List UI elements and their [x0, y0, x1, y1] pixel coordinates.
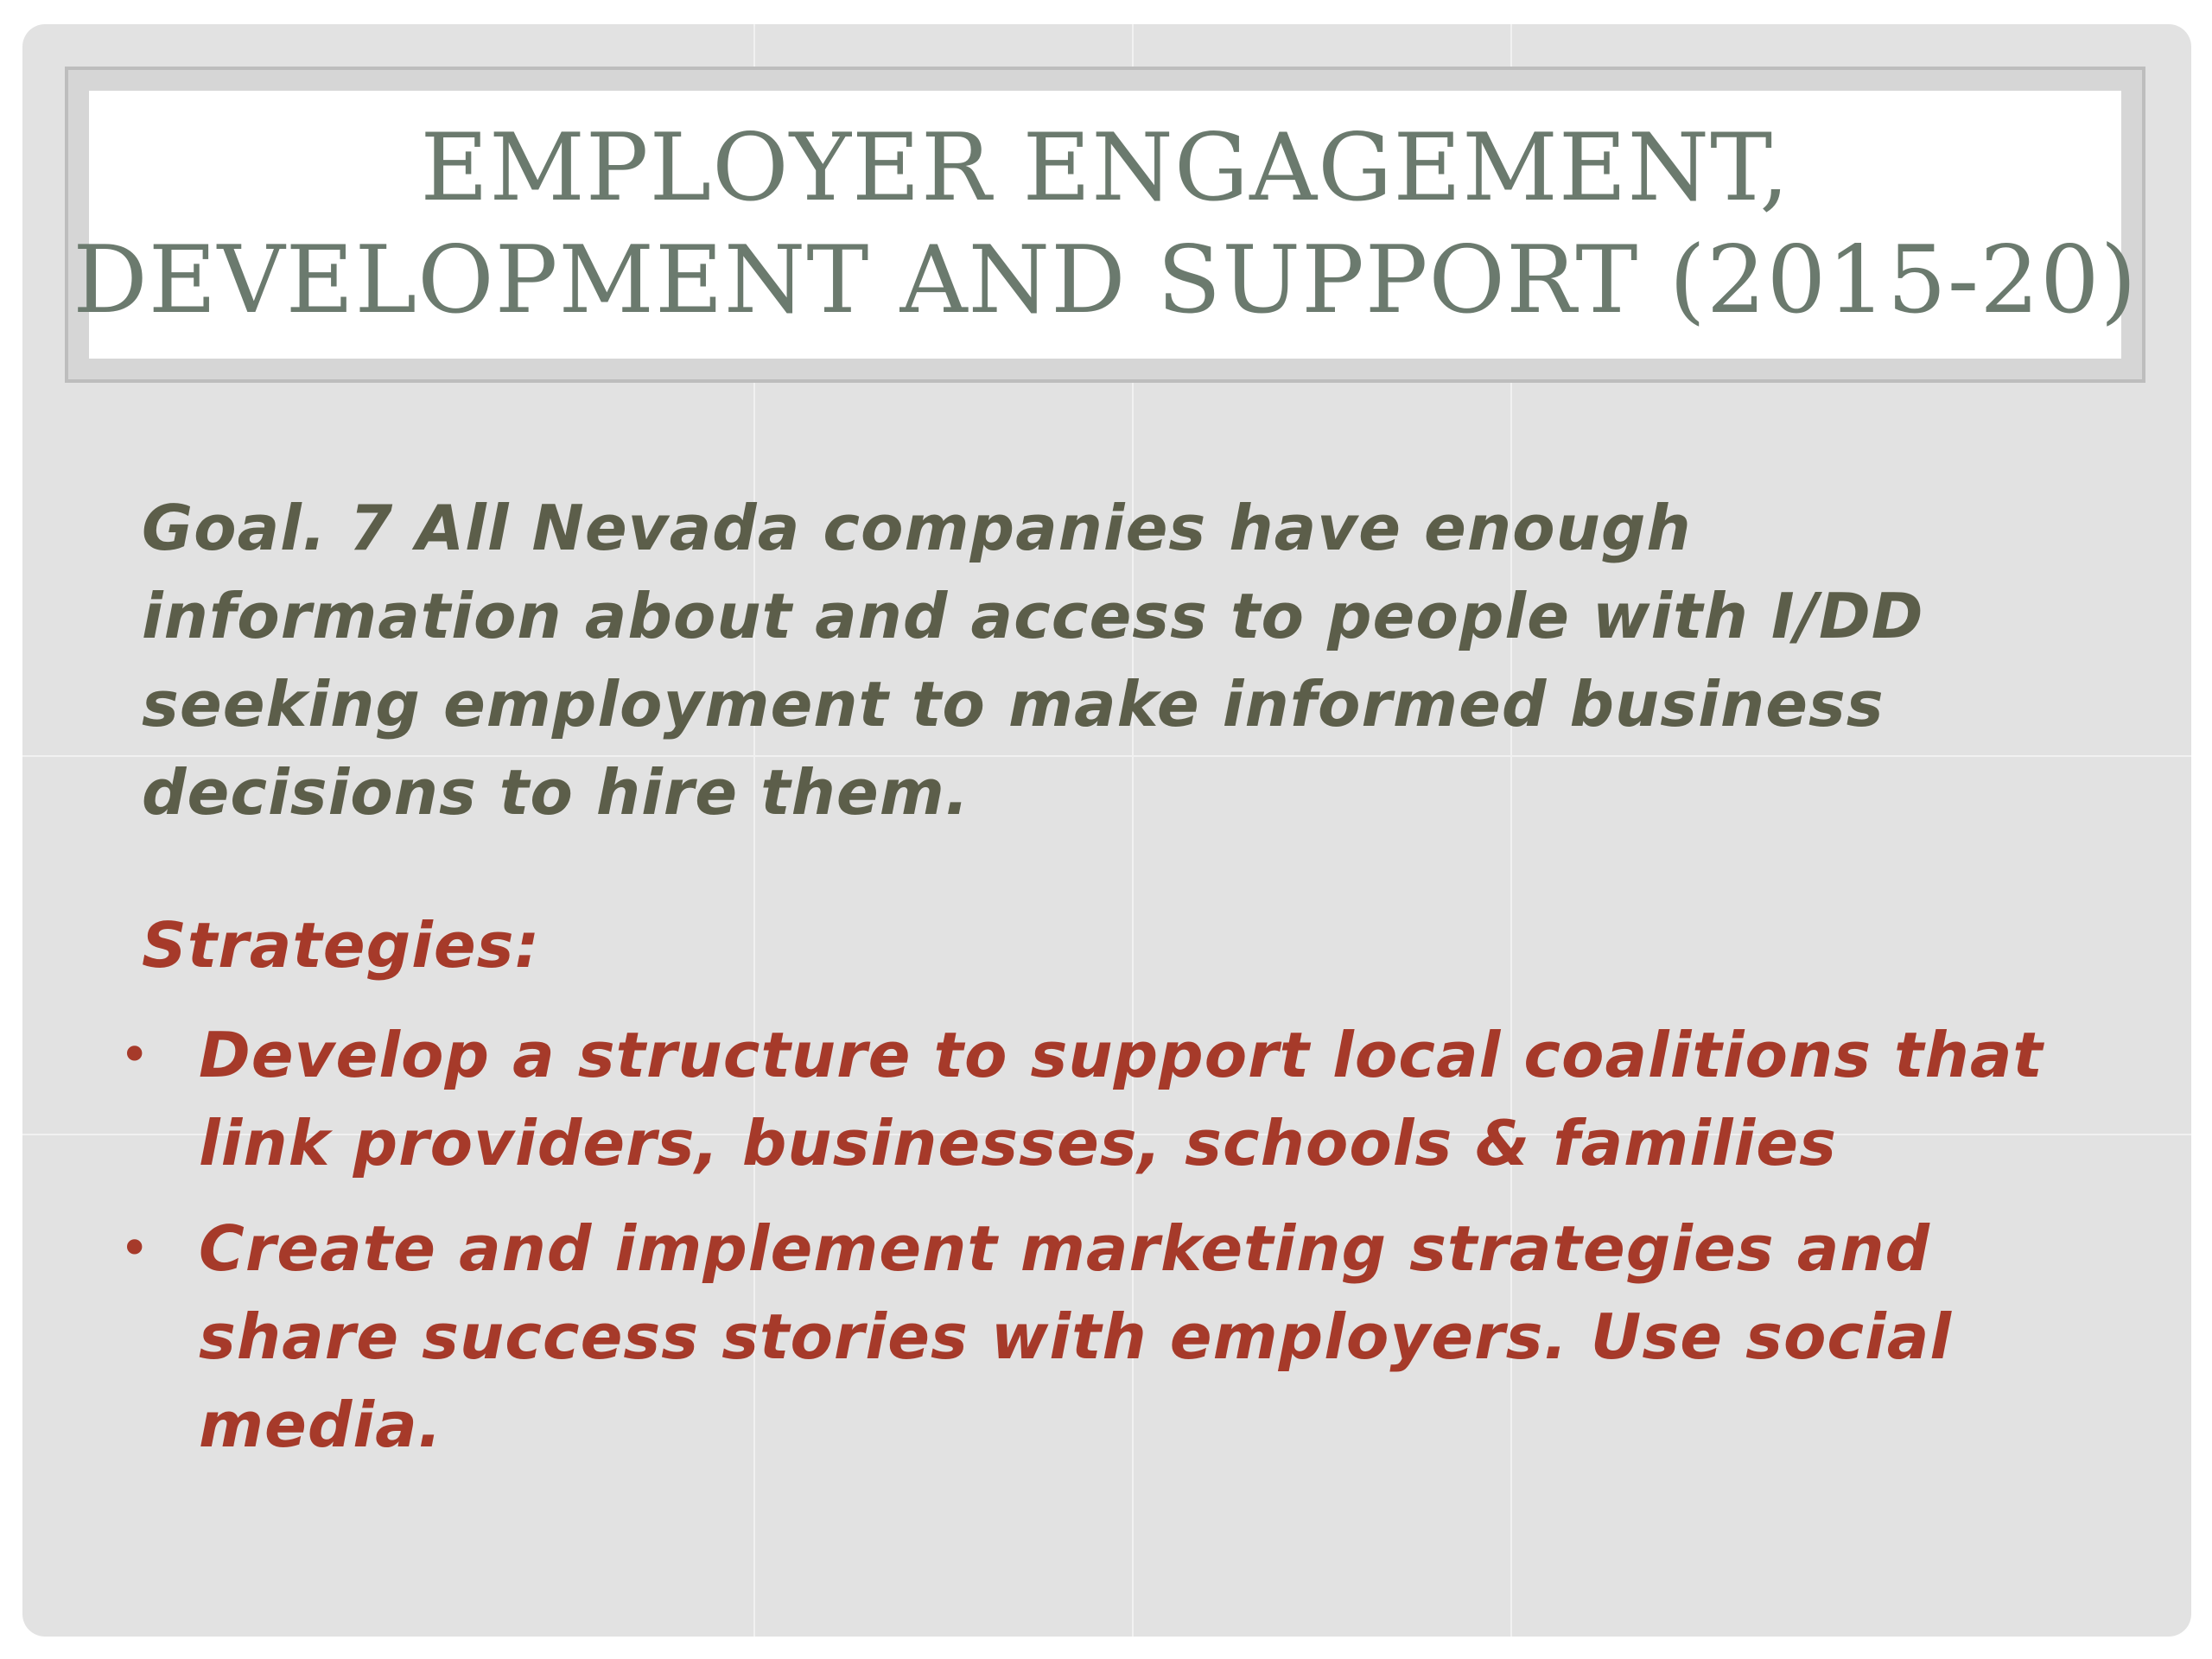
slide-title-line-1: EMPLOYER ENGAGEMENT, [420, 114, 1790, 222]
strategy-item [112, 1011, 2100, 1187]
title-frame [65, 67, 2145, 383]
slide-title-line-2: DEVELOPMENT AND SUPPORT (2015-20) [73, 226, 2138, 334]
goal-statement: Goal. 7 All Nevada companies have enough information about and access to people with I/DD seeking employment to make informed business decisions to hire them. [142, 492, 1924, 829]
strategy-text: Develop a structure to support local coalitions that link providers, businesses, schools & families [199, 1019, 2044, 1179]
strategy-text: Create and implement marketing strategies and share success stories with employers. Use social media. [199, 1212, 1953, 1461]
bullet-icon: • [119, 1025, 151, 1085]
strategy-list [112, 1011, 2100, 1486]
slide [22, 24, 2191, 1637]
strategies-heading: Strategies: [142, 909, 541, 982]
bullet-icon: • [119, 1218, 151, 1279]
strategy-item [112, 1205, 2100, 1469]
title-box [73, 91, 2138, 359]
